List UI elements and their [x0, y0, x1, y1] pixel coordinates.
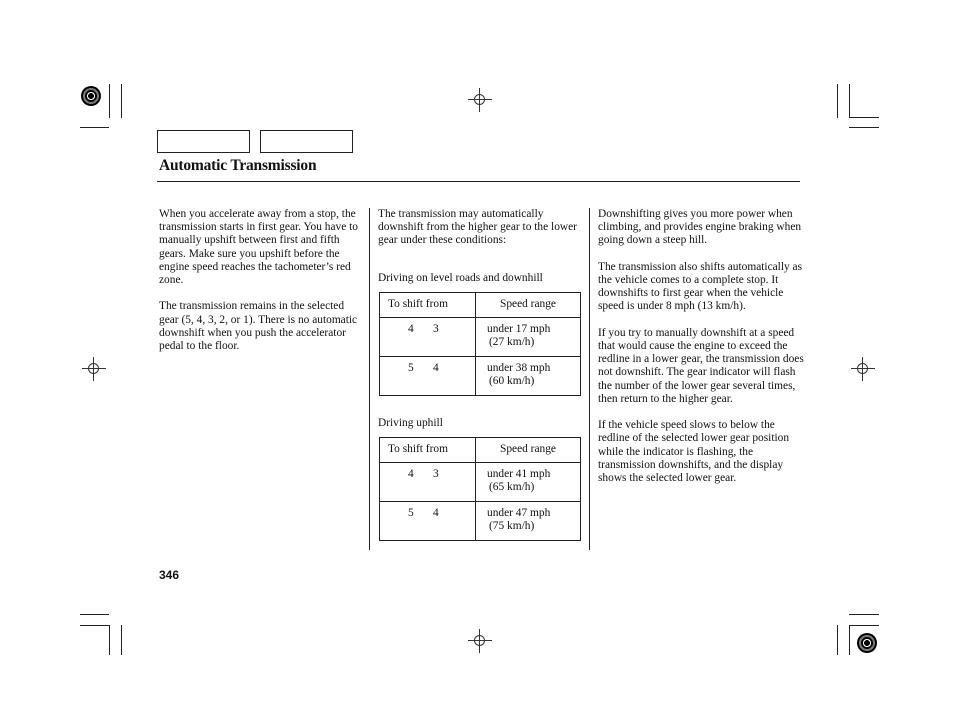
column-2 — [378, 208, 583, 261]
paragraph: The transmission may automatically downshift from the higher gear to the lower gear under these conditions: — [378, 208, 577, 247]
crop-mark — [80, 625, 109, 626]
crop-mark — [849, 614, 879, 615]
crosshair-icon — [468, 629, 492, 653]
gear-from: 5 — [408, 362, 414, 374]
cell-shift — [380, 357, 476, 396]
crosshair-icon — [468, 88, 492, 112]
gear-to: 4 — [433, 507, 439, 519]
cell-speed — [476, 502, 581, 541]
cell-speed — [476, 318, 581, 357]
speed-kmh: (65 km/h) — [489, 481, 535, 494]
crop-mark — [849, 625, 850, 655]
gear-to: 4 — [433, 362, 439, 374]
gear-from: 4 — [408, 468, 414, 480]
crop-mark — [849, 84, 850, 118]
cell-shift — [380, 502, 476, 541]
paragraph: The transmission remains in the selected gear (5, 4, 3, 2, or 1). There is no automatic downshift when you push the accelerator pedal to the floor. — [159, 300, 358, 353]
title-rule — [157, 181, 800, 182]
header-speed-range: Speed range — [476, 293, 581, 318]
table-header-row — [380, 293, 581, 318]
page-title: Automatic Transmission — [159, 157, 317, 174]
crop-mark — [837, 84, 838, 118]
speed-mph: under 47 mph — [487, 507, 551, 519]
crop-mark — [109, 84, 110, 118]
header-shift-from: To shift from — [380, 438, 476, 463]
crop-mark — [849, 117, 879, 118]
speed-kmh: (75 km/h) — [489, 520, 535, 533]
cell-speed — [476, 463, 581, 502]
column-1 — [159, 208, 359, 366]
speed-kmh: (27 km/h) — [489, 336, 535, 349]
crosshair-icon — [851, 357, 875, 381]
column-divider — [369, 208, 370, 550]
section-tab-left — [157, 130, 250, 153]
registration-target-icon — [81, 86, 101, 106]
cell-shift — [380, 463, 476, 502]
table-caption: Driving uphill — [378, 417, 443, 429]
table-row — [380, 318, 581, 357]
crop-mark — [80, 614, 109, 615]
speed-mph: under 17 mph — [487, 323, 551, 335]
header-speed-range: Speed range — [476, 438, 581, 463]
speed-mph: under 38 mph — [487, 362, 551, 374]
gear-table-uphill — [379, 437, 581, 541]
paragraph: If you try to manually downshift at a speed that would cause the engine to exceed the redline in a lower gear, the transmission does not downshift. The gear indicator will flash the number of the lower gear several times, then return to the higher gear. — [598, 326, 804, 405]
column-divider — [589, 208, 590, 550]
crop-mark — [849, 127, 879, 128]
cell-speed — [476, 357, 581, 396]
column-3 — [598, 208, 808, 498]
crop-mark — [121, 84, 122, 118]
speed-mph: under 41 mph — [487, 468, 551, 480]
page-number: 346 — [159, 568, 180, 582]
paragraph: Downshifting gives you more power when climbing, and provides engine braking when going down a steep hill. — [598, 208, 802, 247]
table-caption: Driving on level roads and downhill — [378, 272, 543, 284]
crosshair-icon — [82, 357, 106, 381]
table-header-row — [380, 438, 581, 463]
speed-kmh: (60 km/h) — [489, 375, 535, 388]
paragraph: If the vehicle speed slows to below the redline of the selected lower gear position while the indicator is flashing, the transmission downshifts, and the display shows the selected lower gear. — [598, 419, 790, 485]
cell-shift — [380, 318, 476, 357]
crop-mark — [837, 625, 838, 655]
header-shift-from: To shift from — [380, 293, 476, 318]
registration-target-icon — [857, 633, 877, 653]
gear-table-level — [379, 292, 581, 396]
crop-mark — [80, 127, 109, 128]
crop-mark — [849, 625, 879, 626]
crop-mark — [109, 625, 110, 655]
gear-from: 4 — [408, 323, 414, 335]
paragraph: The transmission also shifts automatically as the vehicle comes to a complete stop. It downshifts to first gear when the vehicle speed is under 8 mph (13 km/h). — [598, 260, 803, 313]
table-row — [380, 463, 581, 502]
gear-to: 3 — [433, 323, 439, 335]
gear-from: 5 — [408, 507, 414, 519]
crop-mark — [121, 625, 122, 655]
table-row — [380, 502, 581, 541]
paragraph: When you accelerate away from a stop, the transmission starts in first gear. You have to manually upshift between first and fifth gears. Make sure you upshift before the engine speed reaches the tachometer’s red zone. — [159, 208, 359, 287]
gear-to: 3 — [433, 468, 439, 480]
section-tab-right — [260, 130, 353, 153]
table-row — [380, 357, 581, 396]
